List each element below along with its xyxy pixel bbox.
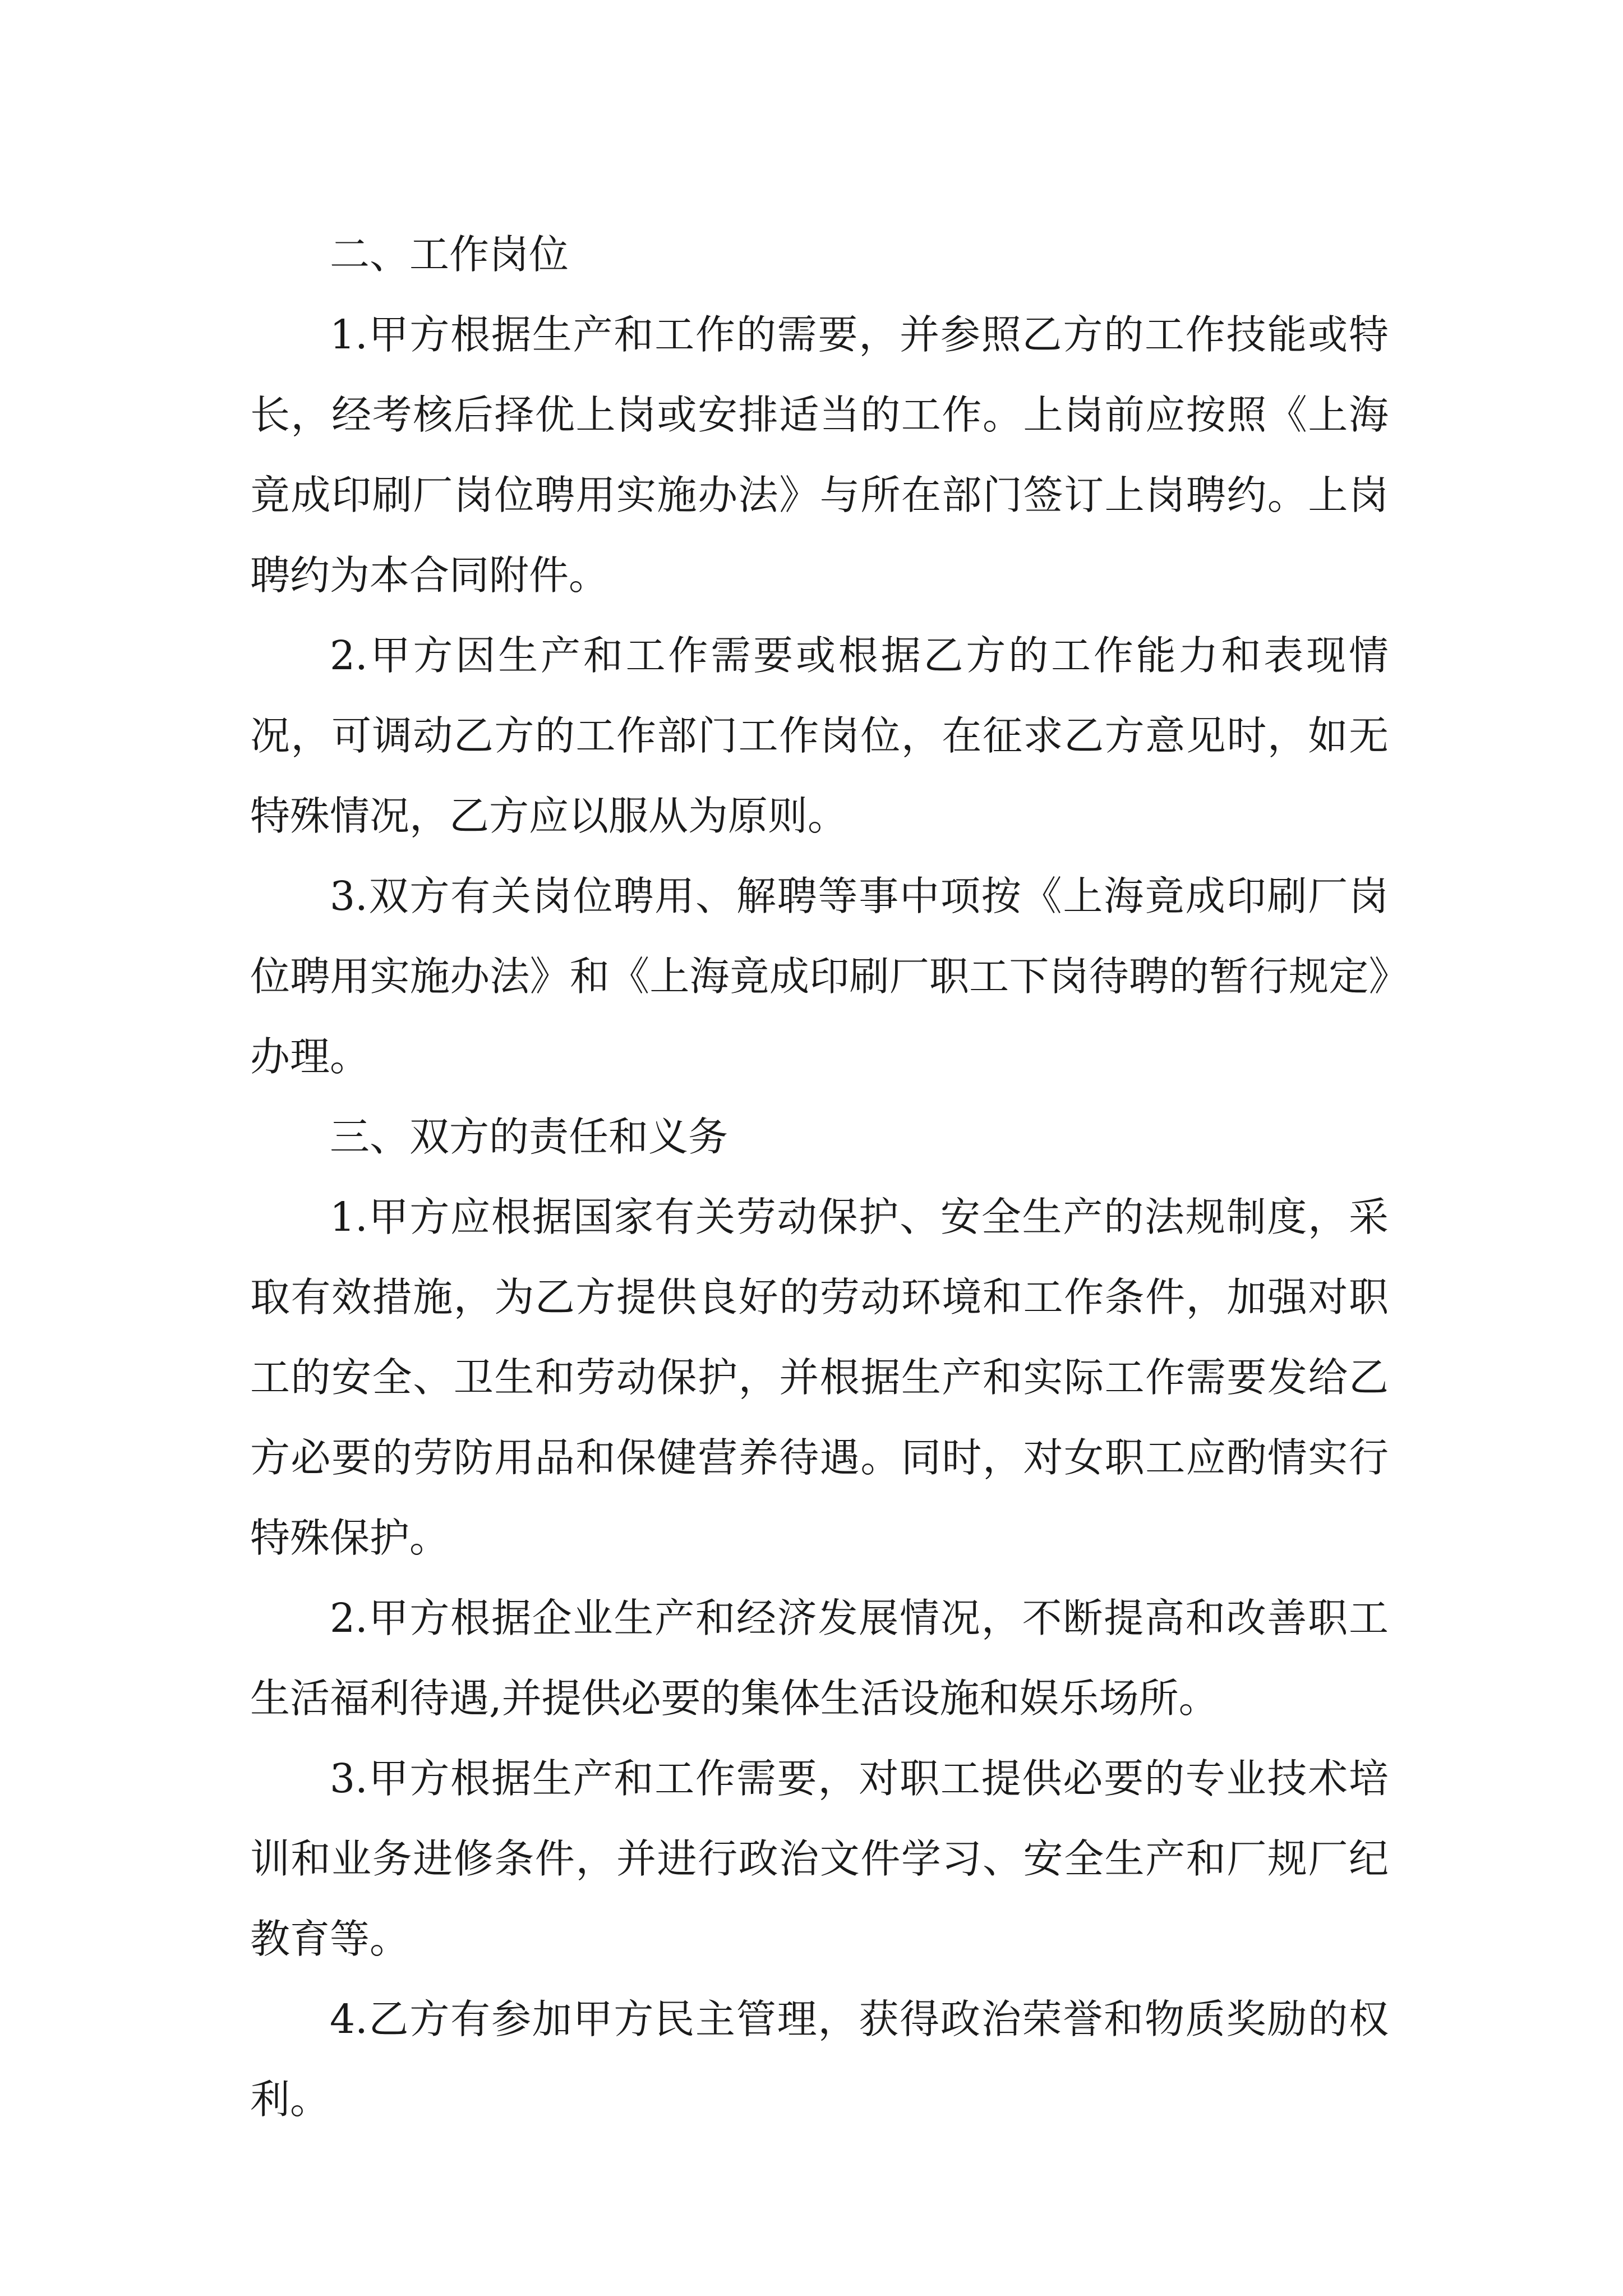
- paragraph-democratic-rights: 4.乙方有参加甲方民主管理，获得政治荣誉和物质奖励的权利。: [250, 1996, 1389, 2123]
- paragraph-welfare: 2.甲方根据企业生产和经济发展情况，不断提高和改善职工生活福利待遇,并提供必要的集体生活设施和娱乐场所。: [250, 1595, 1389, 1722]
- document-body: [250, 214, 1389, 2139]
- section-heading-responsibilities: 三、双方的责任和义务: [330, 1114, 728, 1160]
- paragraph-labor-protection: 1.甲方应根据国家有关劳动保护、安全生产的法规制度，采取有效措施，为乙方提供良好的劳动环境和工作条件，加强对职工的安全、卫生和劳动保护，并根据生产和实际工作需要发给乙方必要的劳防用品和保健营养待遇。同时，对女职工应酌情实行特殊保护。: [250, 1194, 1389, 1561]
- paragraph-training: 3.甲方根据生产和工作需要，对职工提供必要的专业技术培训和业务进修条件，并进行政治文件学习、安全生产和厂规厂纪教育等。: [250, 1755, 1389, 1962]
- paragraph-post-transfer: 2.甲方因生产和工作需要或根据乙方的工作能力和表现情况，可调动乙方的工作部门工作岗位，在征求乙方意见时，如无特殊情况，乙方应以服从为原则。: [250, 632, 1389, 839]
- paragraph-post-assignment: 1.甲方根据生产和工作的需要，并参照乙方的工作技能或特长，经考核后择优上岗或安排适当的工作。上岗前应按照《上海竟成印刷厂岗位聘用实施办法》与所在部门签订上岗聘约。上岗聘约为本合同附件。: [250, 311, 1389, 599]
- paragraph-hiring-rules: 3.双方有关岗位聘用、解聘等事中项按《上海竟成印刷厂岗位聘用实施办法》和《上海竟成印刷厂职工下岗待聘的暂行规定》办理。: [250, 873, 1389, 1080]
- section-heading-work-post: 二、工作岗位: [330, 231, 569, 278]
